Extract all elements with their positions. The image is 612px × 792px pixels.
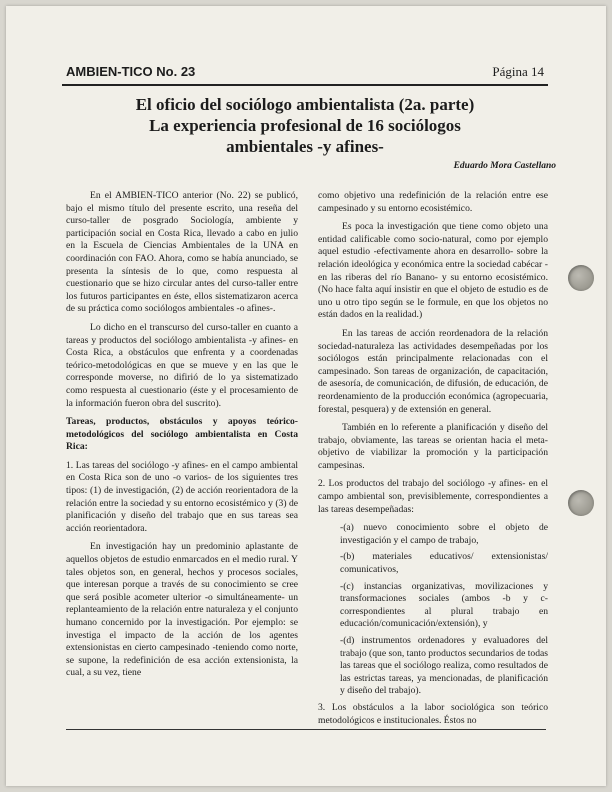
list-item: -(d) instrumentos ordenadores y evaluadores del trabajo (que son, tanto productos secundarios de todas las tareas que el sociólogo realiza, como resultados de las estrictas tareas, ya mencionadas, de planificación y diseño del trabajo). <box>340 635 548 697</box>
text-column-right <box>318 190 548 733</box>
header-rule <box>62 84 548 86</box>
author-byline: Eduardo Mora Castellano <box>453 161 556 171</box>
list-item: -(b) materiales educativos/ extensionistas/ comunicativos, <box>340 551 548 576</box>
paragraph: como objetivo una redefinición de la relación entre ese campesinado y su entorno ecosistémico. <box>318 190 548 214</box>
title-line: La experiencia profesional de 16 sociólogos <box>149 116 461 135</box>
publication-name: AMBIEN-TICO No. 23 <box>66 64 196 79</box>
footer-rule <box>66 729 546 730</box>
paragraph: En investigación hay un predominio aplastante de aquellos objetos de estudio enmarcados en el medio rural. Y tales objetos son, en general, hechos y procesos sociales, que interesan porque a través de su conocimiento se cree que será posible acometer ulterior -o simultáneamente- un replanteamiento de la relación entre naturaleza y el conjunto humano concernido por la investigación. Por ejemplo: se investiga el impacto de la acción de los agentes extensionistas en cierto campesinado -teniendo como norte, se supone, la redefinición de esa acción extensionista, la cual, a su vez, tiene <box>66 541 298 679</box>
section-heading: Tareas, productos, obstáculos y apoyos teórico-metodológicos del sociólogo ambientalista en Costa Rica: <box>66 416 298 453</box>
paragraph: Lo dicho en el transcurso del curso-taller en cuanto a tareas y productos del sociólogo ambientalista -y afines- en Costa Rica, a obstáculos que enfrenta y a coordenadas teórico-metodológicas en que se mueve y en las que le corresponde moverse, no difirió de lo ya sistematizado como respuesta al cuestionario (éste y el procesamiento de la información fueron obra del suscrito). <box>66 321 298 409</box>
article-title <box>66 94 544 157</box>
paragraph: 1. Las tareas del sociólogo -y afines- en el campo ambiental en Costa Rica son de uno -o varios- de los siguientes tres tipos: (1) de investigación, (2) de acción reorientadora de la relación entre la sociedad y su entorno ecosistémico y (3) de planificación y diseño del trabajo que en sus tareas sea acción reorientadora. <box>66 459 298 534</box>
document-page <box>6 6 606 786</box>
page-header <box>66 64 544 84</box>
paragraph: También en lo referente a planificación y diseño del trabajo, obviamente, las tareas se orientan hacia el meta-objetivo de viabilizar la promoción y la participación campesinas. <box>318 422 548 471</box>
title-line: El oficio del sociólogo ambientalista (2a. parte) <box>135 95 475 114</box>
paragraph: 2. Los productos del trabajo del sociólogo -y afines- en el campo ambiental son, previsiblemente, correspondientes a las tareas desempeñadas: <box>318 478 548 515</box>
paragraph: Es poca la investigación que tiene como objeto una entidad calificable como socio-natural, como por ejemplo aquel estudio -efectivamente ahora en desarrollo- sobre la relación ideológica y económica entre la sociedad cabécar -en las riberas del río Banano- y su entorno ecosistémico. (No hace falta aquí insistir en que el objeto de estudio es de uno u otro tipo según se le formule, en que los objetos no están dados en la realidad.) <box>318 221 548 321</box>
title-line: ambientales -y afines- <box>226 137 384 156</box>
binder-hole-top <box>568 265 594 291</box>
paragraph: 3. Los obstáculos a la labor sociológica son teórico metodológicos e institucionales. Éstos no <box>318 701 548 726</box>
list-item: -(a) nuevo conocimiento sobre el objeto de investigación y el campo de trabajo, <box>340 522 548 546</box>
text-column-left <box>66 190 298 686</box>
page-number: Página 14 <box>492 64 544 79</box>
paragraph: En el AMBIEN-TICO anterior (No. 22) se publicó, bajo el mismo título del presente escrito, una reseña del curso-taller de posgrado Sociología, ambiente y participación social en Costa Rica, llevado a cabo en julio en la Escuela de Ciencias Ambientales de la UNA en coordinación con FAO. Ahora, como se había anunciado, se presenta la síntesis de lo que, como respuesta al cuestionario que se hizo circular antes del curso-taller entre los futuros participantes en éste, ellos sistematizaron acerca de su práctica como sociólogos ambientales -o afines-. <box>66 190 298 315</box>
paragraph: En las tareas de acción reordenadora de la relación sociedad-naturaleza las actividades desempeñadas por los sociólogos están principalmente relacionadas con el campesinado. Son tareas de organización, de capacitación, de asesoría, de comunicación, de difusión, de educación, de reordenamiento de la producción económica (agropecuaria, forestal, pesquera) y de extensión en general. <box>318 327 548 415</box>
list-item: -(c) instancias organizativas, movilizaciones y transformaciones sociales (ambos -b y c- correspondientes al plural trabajo en educación/comunicación/extensión), y <box>340 580 548 630</box>
binder-hole-bottom <box>568 490 594 516</box>
